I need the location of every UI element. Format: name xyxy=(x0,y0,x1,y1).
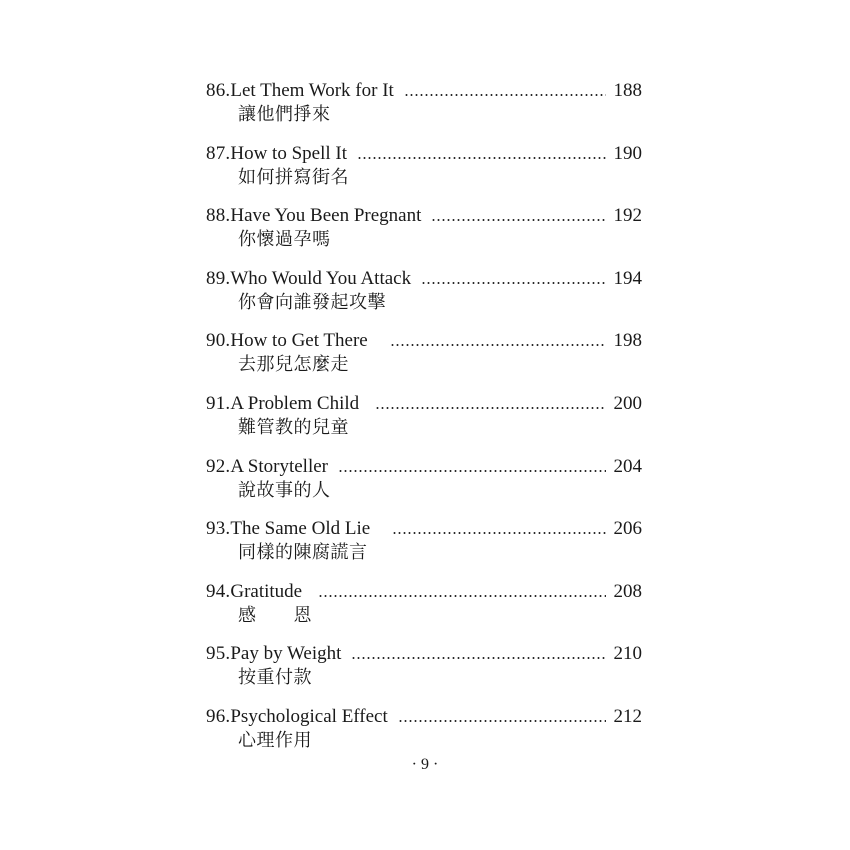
entry-page-number: 192 xyxy=(613,205,642,226)
entry-page-number: 212 xyxy=(613,706,642,727)
toc-entry-96 xyxy=(206,702,642,758)
entry-chinese-title: 同樣的陳腐謊言 xyxy=(238,542,368,563)
toc-entry-heading xyxy=(206,452,642,478)
entry-chinese-title: 你懷過孕嗎 xyxy=(238,229,331,250)
entry-number: 86. xyxy=(206,80,231,101)
entry-title: How to Spell It xyxy=(230,143,347,164)
entry-chinese-title: 去那兒怎麼走 xyxy=(238,354,349,375)
toc-entry-heading xyxy=(206,76,642,102)
entry-page-number: 206 xyxy=(613,518,642,539)
entry-number: 95. xyxy=(206,643,231,664)
dot-leader xyxy=(338,470,606,472)
entry-chinese-title: 如何拼寫街名 xyxy=(238,167,349,188)
dot-leader xyxy=(398,720,606,722)
entry-title: Let Them Work for It xyxy=(230,80,394,101)
entry-title: A Problem Child xyxy=(230,393,360,414)
toc-entry-94 xyxy=(206,577,642,633)
dot-leader xyxy=(357,157,606,159)
dot-leader xyxy=(390,344,606,346)
entry-page-number: 190 xyxy=(613,143,642,164)
entry-number: 94. xyxy=(206,581,231,602)
entry-chinese-title: 難管教的兒童 xyxy=(238,417,349,438)
toc-entry-heading xyxy=(206,514,642,540)
entry-chinese-title: 感 恩 xyxy=(238,605,312,626)
entry-number: 90. xyxy=(206,330,231,351)
dot-leader xyxy=(431,219,605,221)
entry-title: Pay by Weight xyxy=(230,643,342,664)
entry-page-number: 204 xyxy=(613,456,642,477)
toc-entry-87 xyxy=(206,139,642,195)
entry-chinese-title: 說故事的人 xyxy=(238,480,331,501)
entry-page-number: 200 xyxy=(613,393,642,414)
entry-page-number: 210 xyxy=(613,643,642,664)
toc-entry-heading xyxy=(206,702,642,728)
entry-chinese-title: 讓他們掙來 xyxy=(238,104,331,125)
toc-entry-90 xyxy=(206,326,642,382)
entry-number: 96. xyxy=(206,706,231,727)
dot-leader xyxy=(392,532,605,534)
dot-leader xyxy=(421,282,605,284)
entry-page-number: 208 xyxy=(613,581,642,602)
toc-entry-95 xyxy=(206,639,642,695)
toc-entry-86 xyxy=(206,76,642,132)
toc-entry-93 xyxy=(206,514,642,570)
entry-title: The Same Old Lie xyxy=(230,518,371,539)
toc-entry-heading xyxy=(206,139,642,165)
toc-entry-heading xyxy=(206,639,642,665)
toc-entry-88 xyxy=(206,201,642,257)
entry-number: 92. xyxy=(206,456,231,477)
dot-leader xyxy=(351,657,605,659)
entry-number: 93. xyxy=(206,518,231,539)
entry-chinese-title: 心理作用 xyxy=(238,730,312,751)
dot-leader xyxy=(404,94,606,96)
entry-chinese-title: 按重付款 xyxy=(238,667,312,688)
toc-entry-heading xyxy=(206,389,642,415)
dot-leader xyxy=(318,595,605,597)
entry-title: Gratitude xyxy=(230,581,303,602)
toc-entry-heading xyxy=(206,326,642,352)
entry-title: How to Get There xyxy=(230,330,368,351)
toc-entry-91 xyxy=(206,389,642,445)
entry-number: 88. xyxy=(206,205,231,226)
entry-number: 89. xyxy=(206,268,231,289)
entry-title: Have You Been Pregnant xyxy=(230,205,422,226)
entry-page-number: 188 xyxy=(613,80,642,101)
entry-number: 91. xyxy=(206,393,231,414)
dot-leader xyxy=(375,407,605,409)
entry-page-number: 198 xyxy=(613,330,642,351)
entry-title: A Storyteller xyxy=(230,456,328,477)
entry-page-number: 194 xyxy=(613,268,642,289)
toc-entry-heading xyxy=(206,264,642,290)
entry-title: Psychological Effect xyxy=(230,706,388,727)
entry-number: 87. xyxy=(206,143,231,164)
toc-entry-heading xyxy=(206,577,642,603)
toc-entry-89 xyxy=(206,264,642,320)
page-folio: · 9 · xyxy=(411,756,439,773)
entry-chinese-title: 你會向誰發起攻擊 xyxy=(238,292,386,313)
toc-entry-heading xyxy=(206,201,642,227)
toc-entry-92 xyxy=(206,452,642,508)
entry-title: Who Would You Attack xyxy=(230,268,412,289)
